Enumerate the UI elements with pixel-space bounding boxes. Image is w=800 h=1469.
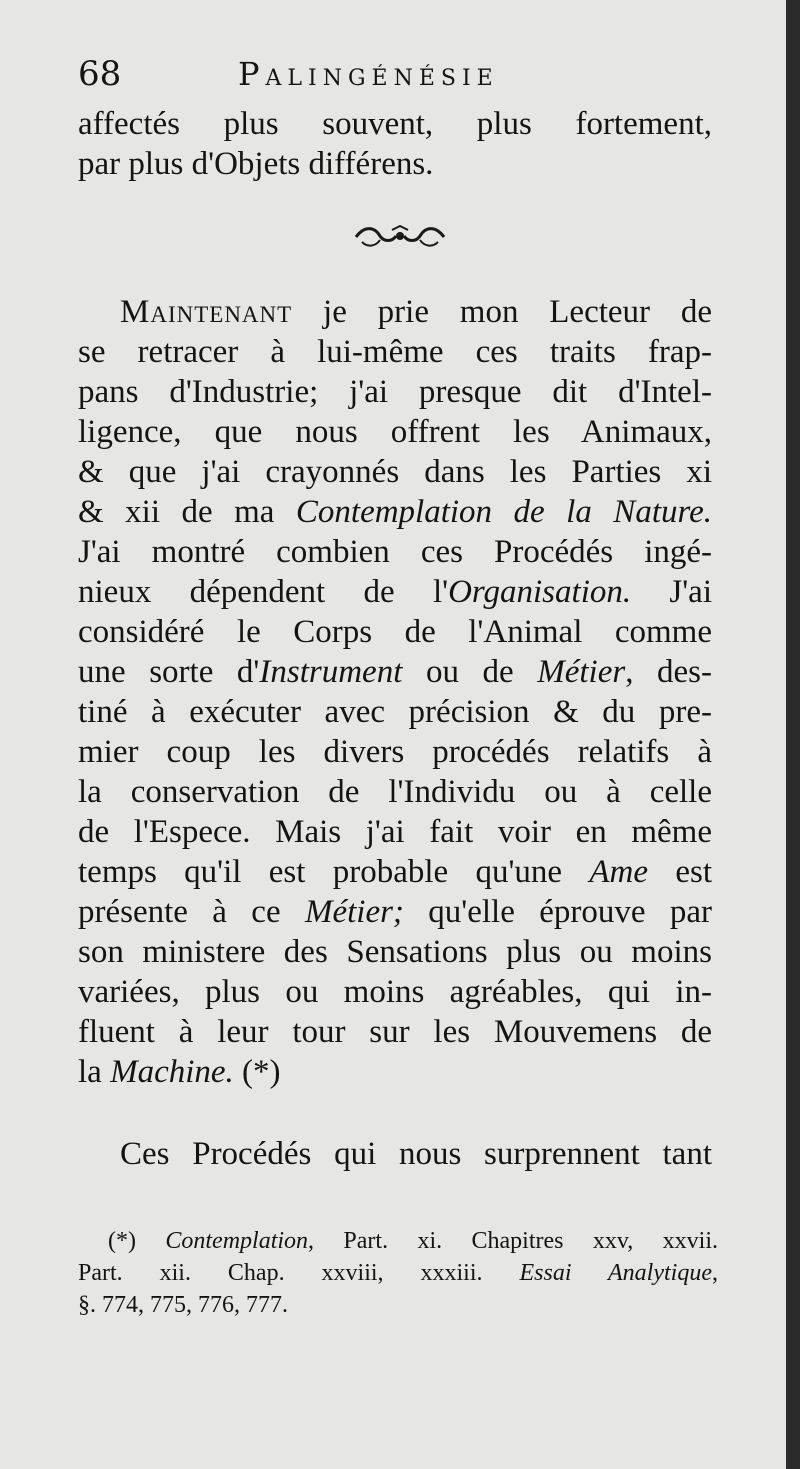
text-span: temps qu'il est probable qu'une (78, 854, 590, 890)
text-span: J'ai (631, 574, 713, 610)
opening-word: Maintenant (120, 294, 293, 330)
text-line: tiné à exécuter avec précision & du pre- (78, 694, 712, 730)
text-span: & xii de ma (78, 494, 296, 530)
text-span: , Part. xi. Chapitres xxv, xxvii. (308, 1228, 718, 1254)
text-span: ou de (402, 654, 538, 690)
text-line: affectés plus souvent, plus fortement, (78, 106, 712, 142)
italic-title: Essai Analytique (519, 1260, 712, 1286)
italic-title: Contemplation de la Nature. (295, 494, 712, 530)
footnote-line (78, 1258, 718, 1288)
italic-term: Métier (537, 654, 626, 690)
running-title: Palingénésie (238, 55, 499, 93)
footnote-marker: (*) (233, 1054, 281, 1090)
text-line: J'ai montré combien ces Procédés ingé- (78, 534, 712, 570)
text-span: , des- (625, 654, 712, 690)
fleuron-ornament-icon (352, 224, 448, 250)
text-line: la conservation de l'Individu ou à celle (78, 774, 712, 810)
italic-term: Métier; (304, 894, 404, 930)
text-line: de l'Espece. Mais j'ai fait voir en même (78, 814, 712, 850)
text-line (78, 572, 712, 612)
text-span: , (712, 1260, 718, 1286)
text-line: fluent à leur tour sur les Mouvemens de (78, 1014, 712, 1050)
text-line: par plus d'Objets différens. (78, 146, 434, 182)
italic-term: Organisation. (448, 574, 632, 610)
text-line: mier coup les divers procédés relatifs à (78, 734, 712, 770)
text-span: la (78, 1054, 111, 1090)
page-header (78, 52, 718, 96)
footnote-marker: (*) (108, 1228, 166, 1254)
text-span: qu'elle éprouve par (403, 894, 712, 930)
text-span: présente à ce (78, 894, 305, 930)
footnote-line: §. 774, 775, 776, 777. (78, 1292, 288, 1318)
text-line (78, 652, 712, 692)
text-span: je prie mon Lecteur de (292, 294, 712, 330)
text-line: Ces Procédés qui nous surprennent tant (120, 1136, 712, 1172)
text-line: & que j'ai crayonnés dans les Parties xi (78, 454, 712, 490)
text-line: variées, plus ou moins agréables, qui in- (78, 974, 712, 1010)
text-line: pans d'Industrie; j'ai presque dit d'Intel- (78, 374, 712, 410)
footnote-line (108, 1226, 718, 1256)
italic-title: Contemplation (165, 1228, 309, 1254)
text-line (78, 852, 712, 892)
text-span: Part. xii. Chap. xxviii, xxxiii. (78, 1260, 520, 1286)
italic-term: Ame (589, 854, 649, 890)
italic-term: Machine. (110, 1054, 234, 1090)
text-line (78, 492, 712, 532)
text-line (78, 892, 712, 932)
text-span: est (648, 854, 712, 890)
text-span: nieux dépendent de l' (78, 574, 449, 610)
text-line (78, 1052, 712, 1092)
text-line: se retracer à lui-même ces traits frap- (78, 334, 712, 370)
text-line: considéré le Corps de l'Animal comme (78, 614, 712, 650)
text-line (120, 292, 712, 332)
page-number: 68 (78, 54, 122, 94)
text-line: son ministere des Sensations plus ou moins (78, 934, 712, 970)
binding-edge (786, 0, 800, 1469)
italic-term: Instrument (259, 654, 403, 690)
text-line: ligence, que nous offrent les Animaux, (78, 414, 712, 450)
text-span: une sorte d' (78, 654, 260, 690)
